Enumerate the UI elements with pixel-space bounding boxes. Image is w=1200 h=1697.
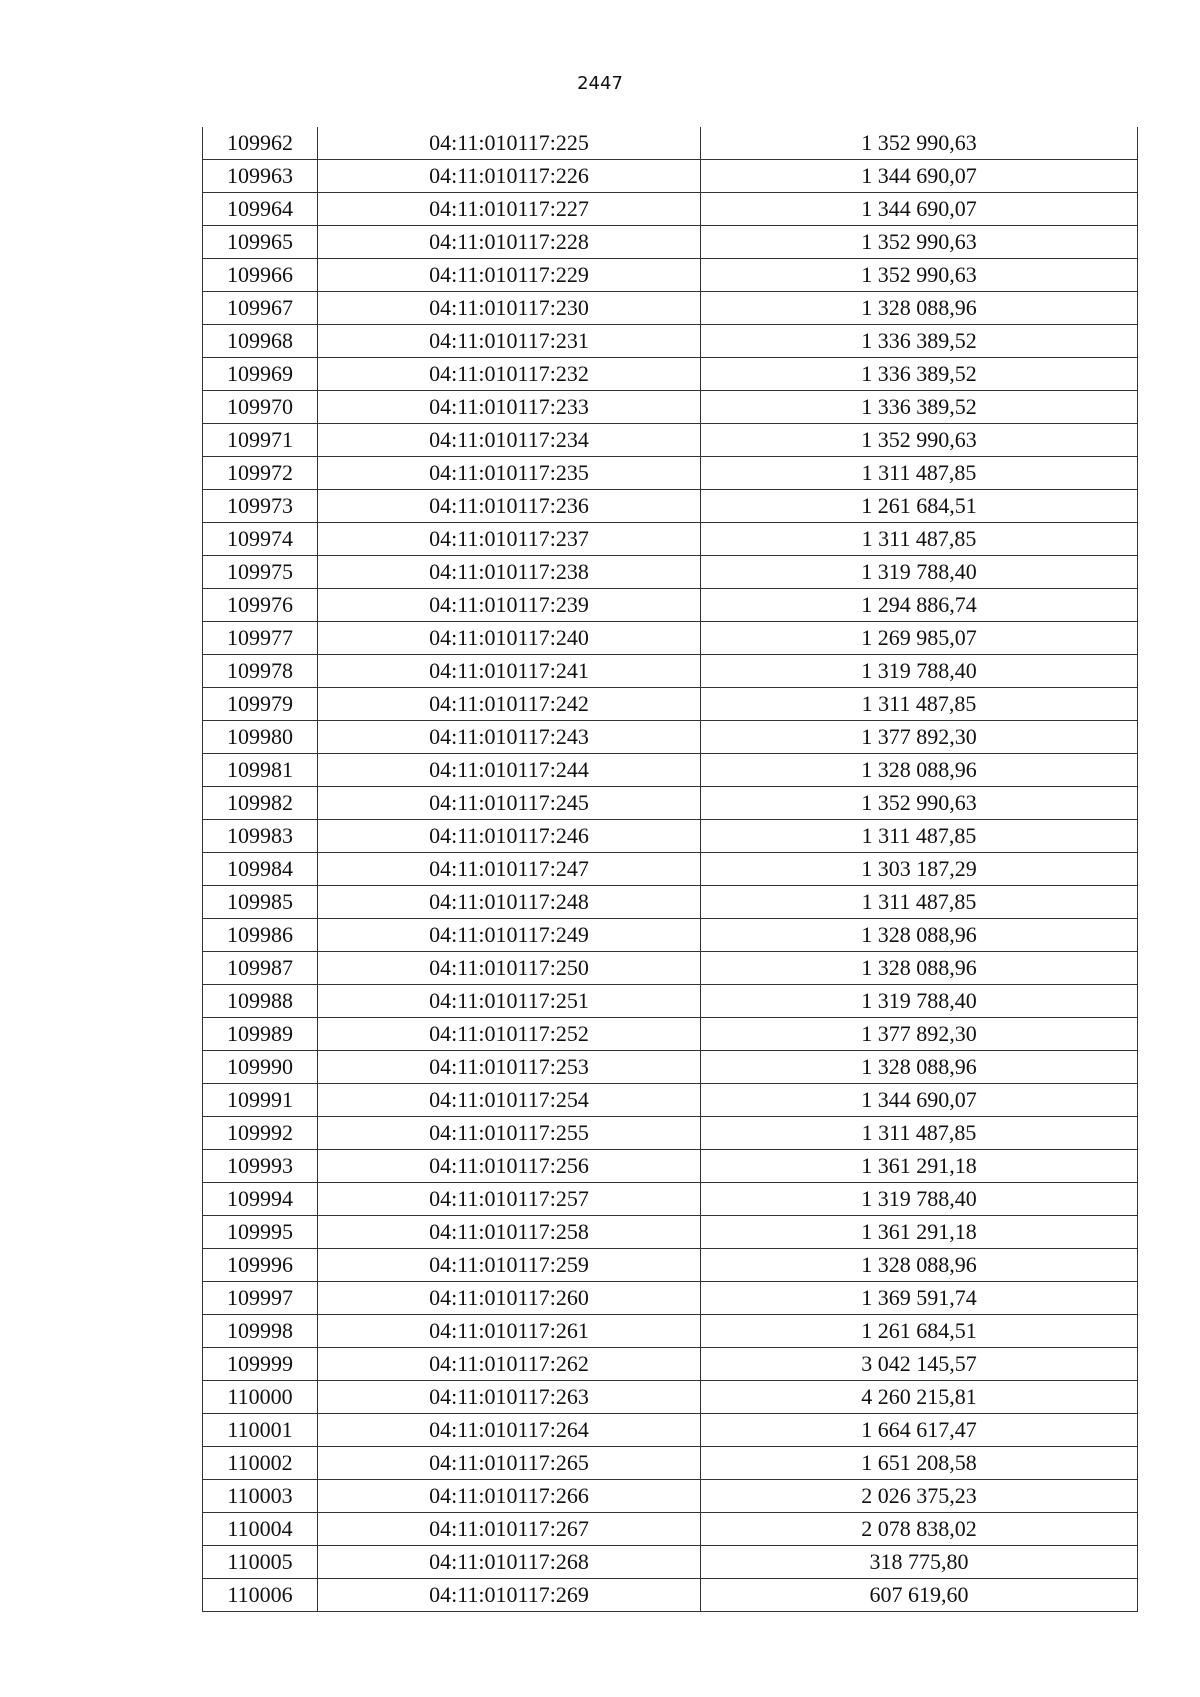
table-row [203, 853, 1138, 886]
table-row [203, 655, 1138, 688]
row-number-cell: 110004 [203, 1513, 318, 1546]
table-row [203, 589, 1138, 622]
cadastral-number-cell: 04:11:010117:244 [318, 754, 701, 787]
cadastral-number-cell: 04:11:010117:265 [318, 1447, 701, 1480]
value-cell: 1 328 088,96 [701, 952, 1138, 985]
table-row [203, 424, 1138, 457]
row-number-cell: 109979 [203, 688, 318, 721]
value-cell: 1 328 088,96 [701, 292, 1138, 325]
table-row [203, 490, 1138, 523]
value-cell: 1 328 088,96 [701, 1249, 1138, 1282]
cadastral-number-cell: 04:11:010117:269 [318, 1579, 701, 1612]
cadastral-number-cell: 04:11:010117:249 [318, 919, 701, 952]
value-cell: 1 303 187,29 [701, 853, 1138, 886]
table-row [203, 193, 1138, 226]
cadastral-number-cell: 04:11:010117:240 [318, 622, 701, 655]
cadastral-number-cell: 04:11:010117:236 [318, 490, 701, 523]
cadastral-number-cell: 04:11:010117:225 [318, 127, 701, 160]
row-number-cell: 109970 [203, 391, 318, 424]
row-number-cell: 109988 [203, 985, 318, 1018]
cadastral-number-cell: 04:11:010117:268 [318, 1546, 701, 1579]
value-cell: 1 319 788,40 [701, 985, 1138, 1018]
cadastral-number-cell: 04:11:010117:247 [318, 853, 701, 886]
value-cell: 3 042 145,57 [701, 1348, 1138, 1381]
cadastral-number-cell: 04:11:010117:250 [318, 952, 701, 985]
cadastral-number-cell: 04:11:010117:243 [318, 721, 701, 754]
row-number-cell: 109999 [203, 1348, 318, 1381]
row-number-cell: 109981 [203, 754, 318, 787]
row-number-cell: 109983 [203, 820, 318, 853]
row-number-cell: 109989 [203, 1018, 318, 1051]
row-number-cell: 109993 [203, 1150, 318, 1183]
table-row [203, 292, 1138, 325]
cadastral-number-cell: 04:11:010117:229 [318, 259, 701, 292]
value-cell: 1 352 990,63 [701, 424, 1138, 457]
value-cell: 1 294 886,74 [701, 589, 1138, 622]
table-row [203, 523, 1138, 556]
value-cell: 1 311 487,85 [701, 820, 1138, 853]
cadastral-number-cell: 04:11:010117:257 [318, 1183, 701, 1216]
row-number-cell: 109982 [203, 787, 318, 820]
row-number-cell: 109968 [203, 325, 318, 358]
cadastral-number-cell: 04:11:010117:253 [318, 1051, 701, 1084]
row-number-cell: 110005 [203, 1546, 318, 1579]
table-row [203, 457, 1138, 490]
table-row [203, 1249, 1138, 1282]
value-cell: 1 328 088,96 [701, 754, 1138, 787]
table-row [203, 1381, 1138, 1414]
row-number-cell: 109984 [203, 853, 318, 886]
table-row [203, 1480, 1138, 1513]
value-cell: 1 352 990,63 [701, 787, 1138, 820]
row-number-cell: 109985 [203, 886, 318, 919]
value-cell: 607 619,60 [701, 1579, 1138, 1612]
value-cell: 1 311 487,85 [701, 688, 1138, 721]
table-row [203, 1348, 1138, 1381]
table-row [203, 985, 1138, 1018]
row-number-cell: 109966 [203, 259, 318, 292]
table-row [203, 787, 1138, 820]
row-number-cell: 109986 [203, 919, 318, 952]
value-cell: 1 336 389,52 [701, 358, 1138, 391]
table-row [203, 622, 1138, 655]
value-cell: 1 344 690,07 [701, 193, 1138, 226]
table-row [203, 919, 1138, 952]
row-number-cell: 110002 [203, 1447, 318, 1480]
table-row [203, 721, 1138, 754]
value-cell: 1 664 617,47 [701, 1414, 1138, 1447]
cadastral-number-cell: 04:11:010117:226 [318, 160, 701, 193]
value-cell: 1 328 088,96 [701, 919, 1138, 952]
value-cell: 2 026 375,23 [701, 1480, 1138, 1513]
row-number-cell: 109969 [203, 358, 318, 391]
table-row [203, 1051, 1138, 1084]
table-row [203, 358, 1138, 391]
value-cell: 318 775,80 [701, 1546, 1138, 1579]
value-cell: 1 311 487,85 [701, 457, 1138, 490]
row-number-cell: 109975 [203, 556, 318, 589]
cadastral-number-cell: 04:11:010117:255 [318, 1117, 701, 1150]
table-row [203, 1414, 1138, 1447]
table-row [203, 127, 1138, 160]
row-number-cell: 109974 [203, 523, 318, 556]
table-row [203, 160, 1138, 193]
row-number-cell: 109973 [203, 490, 318, 523]
value-cell: 1 344 690,07 [701, 1084, 1138, 1117]
table-row [203, 556, 1138, 589]
value-cell: 1 328 088,96 [701, 1051, 1138, 1084]
value-cell: 1 319 788,40 [701, 655, 1138, 688]
cadastral-number-cell: 04:11:010117:251 [318, 985, 701, 1018]
value-cell: 1 377 892,30 [701, 721, 1138, 754]
cadastral-number-cell: 04:11:010117:260 [318, 1282, 701, 1315]
table-row [203, 688, 1138, 721]
row-number-cell: 109998 [203, 1315, 318, 1348]
cadastral-number-cell: 04:11:010117:248 [318, 886, 701, 919]
cadastral-number-cell: 04:11:010117:230 [318, 292, 701, 325]
cadastral-number-cell: 04:11:010117:238 [318, 556, 701, 589]
cadastral-number-cell: 04:11:010117:233 [318, 391, 701, 424]
table-row [203, 1513, 1138, 1546]
row-number-cell: 109992 [203, 1117, 318, 1150]
cadastral-number-cell: 04:11:010117:232 [318, 358, 701, 391]
cadastral-number-cell: 04:11:010117:264 [318, 1414, 701, 1447]
table-row [203, 1216, 1138, 1249]
row-number-cell: 109996 [203, 1249, 318, 1282]
table-row [203, 1315, 1138, 1348]
data-table [202, 127, 1138, 1612]
table-row [203, 1546, 1138, 1579]
row-number-cell: 109972 [203, 457, 318, 490]
cadastral-number-cell: 04:11:010117:234 [318, 424, 701, 457]
page-number: 2447 [577, 73, 623, 94]
cadastral-number-cell: 04:11:010117:256 [318, 1150, 701, 1183]
row-number-cell: 109997 [203, 1282, 318, 1315]
table-row [203, 1183, 1138, 1216]
cadastral-number-cell: 04:11:010117:228 [318, 226, 701, 259]
row-number-cell: 109995 [203, 1216, 318, 1249]
row-number-cell: 109978 [203, 655, 318, 688]
table-row [203, 1117, 1138, 1150]
row-number-cell: 109991 [203, 1084, 318, 1117]
table-row [203, 325, 1138, 358]
row-number-cell: 110001 [203, 1414, 318, 1447]
value-cell: 1 319 788,40 [701, 556, 1138, 589]
cadastral-number-cell: 04:11:010117:246 [318, 820, 701, 853]
table-row [203, 1150, 1138, 1183]
value-cell: 1 336 389,52 [701, 325, 1138, 358]
table-row [203, 391, 1138, 424]
value-cell: 1 352 990,63 [701, 226, 1138, 259]
value-cell: 1 361 291,18 [701, 1150, 1138, 1183]
row-number-cell: 109976 [203, 589, 318, 622]
table-row [203, 886, 1138, 919]
table-row [203, 1084, 1138, 1117]
cadastral-number-cell: 04:11:010117:231 [318, 325, 701, 358]
value-cell: 1 336 389,52 [701, 391, 1138, 424]
cadastral-number-cell: 04:11:010117:252 [318, 1018, 701, 1051]
cadastral-number-cell: 04:11:010117:245 [318, 787, 701, 820]
row-number-cell: 109980 [203, 721, 318, 754]
value-cell: 2 078 838,02 [701, 1513, 1138, 1546]
cadastral-number-cell: 04:11:010117:259 [318, 1249, 701, 1282]
table-row [203, 1282, 1138, 1315]
row-number-cell: 109977 [203, 622, 318, 655]
table-row [203, 754, 1138, 787]
row-number-cell: 110000 [203, 1381, 318, 1414]
cadastral-number-cell: 04:11:010117:242 [318, 688, 701, 721]
cadastral-number-cell: 04:11:010117:237 [318, 523, 701, 556]
table-row [203, 259, 1138, 292]
table-row [203, 226, 1138, 259]
row-number-cell: 109963 [203, 160, 318, 193]
cadastral-number-cell: 04:11:010117:258 [318, 1216, 701, 1249]
cadastral-number-cell: 04:11:010117:235 [318, 457, 701, 490]
table-row [203, 1018, 1138, 1051]
value-cell: 1 352 990,63 [701, 259, 1138, 292]
value-cell: 1 319 788,40 [701, 1183, 1138, 1216]
row-number-cell: 109964 [203, 193, 318, 226]
cadastral-number-cell: 04:11:010117:227 [318, 193, 701, 226]
table-row [203, 820, 1138, 853]
cadastral-number-cell: 04:11:010117:241 [318, 655, 701, 688]
value-cell: 1 344 690,07 [701, 160, 1138, 193]
cadastral-number-cell: 04:11:010117:263 [318, 1381, 701, 1414]
value-cell: 1 311 487,85 [701, 523, 1138, 556]
value-cell: 1 352 990,63 [701, 127, 1138, 160]
cadastral-number-cell: 04:11:010117:239 [318, 589, 701, 622]
row-number-cell: 109987 [203, 952, 318, 985]
table-row [203, 952, 1138, 985]
value-cell: 1 311 487,85 [701, 1117, 1138, 1150]
row-number-cell: 110006 [203, 1579, 318, 1612]
row-number-cell: 109962 [203, 127, 318, 160]
value-cell: 1 377 892,30 [701, 1018, 1138, 1051]
row-number-cell: 109971 [203, 424, 318, 457]
cadastral-number-cell: 04:11:010117:261 [318, 1315, 701, 1348]
cadastral-number-cell: 04:11:010117:254 [318, 1084, 701, 1117]
row-number-cell: 109990 [203, 1051, 318, 1084]
value-cell: 4 260 215,81 [701, 1381, 1138, 1414]
cadastral-number-cell: 04:11:010117:266 [318, 1480, 701, 1513]
value-cell: 1 261 684,51 [701, 490, 1138, 523]
row-number-cell: 110003 [203, 1480, 318, 1513]
value-cell: 1 311 487,85 [701, 886, 1138, 919]
cadastral-number-cell: 04:11:010117:262 [318, 1348, 701, 1381]
table-body [203, 127, 1138, 1612]
table-row [203, 1447, 1138, 1480]
value-cell: 1 369 591,74 [701, 1282, 1138, 1315]
value-cell: 1 269 985,07 [701, 622, 1138, 655]
table-row [203, 1579, 1138, 1612]
value-cell: 1 261 684,51 [701, 1315, 1138, 1348]
row-number-cell: 109994 [203, 1183, 318, 1216]
cadastral-number-cell: 04:11:010117:267 [318, 1513, 701, 1546]
value-cell: 1 361 291,18 [701, 1216, 1138, 1249]
value-cell: 1 651 208,58 [701, 1447, 1138, 1480]
row-number-cell: 109965 [203, 226, 318, 259]
row-number-cell: 109967 [203, 292, 318, 325]
